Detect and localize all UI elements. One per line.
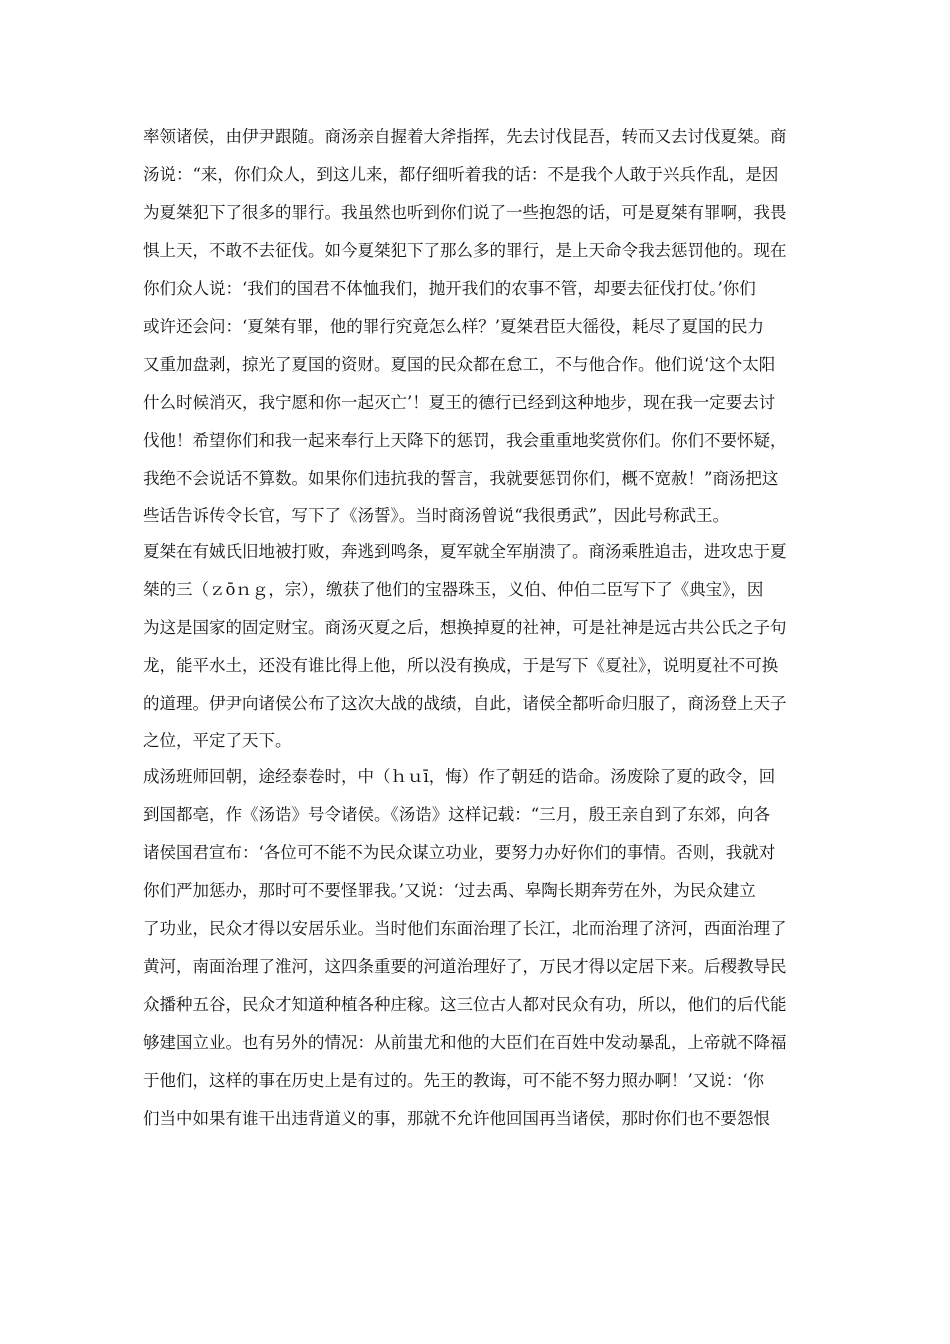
text-line: 黄河，南面治理了淮河，这四条重要的河道治理好了，万民才得以定居下来。后稷教导民 — [143, 957, 787, 976]
text-line: 们当中如果有谁干出违背道义的事，那就不允许他回国再当诸侯，那时你们也不要怨恨 — [143, 1109, 770, 1128]
text-line: 桀的三（ｚōｎｇ，宗），缴获了他们的宝器珠玉，义伯、仲伯二臣写下了《典宝》，因 — [143, 580, 764, 599]
text-line: 为夏桀犯下了很多的罪行。我虽然也听到你们说了一些抱怨的话，可是夏桀有罪啊，我畏 — [143, 203, 787, 222]
text-line: 伐他！希望你们和我一起来奉行上天降下的惩罚，我会重重地奖赏你们。你们不要怀疑， — [143, 431, 787, 450]
text-line: 什么时候消灭，我宁愿和你一起灭亡’！夏王的德行已经到这种地步，现在我一定要去讨 — [143, 393, 776, 412]
text-line: 些话告诉传令长官，写下了《汤誓》。当时商汤曾说“我很勇武”，因此号称武王。 — [143, 506, 730, 525]
text-line: 你们众人说：‘我们的国君不体恤我们，抛开我们的农事不管，却要去征伐打仗。’你们 — [143, 279, 756, 298]
paragraph-2 — [143, 533, 808, 758]
text-line: 众播种五谷，民众才知道种植各种庄稼。这三位古人都对民众有功，所以，他们的后代能 — [143, 995, 787, 1014]
text-line: 了功业，民众才得以安居乐业。当时他们东面治理了长江，北而治理了济河，西面治理了 — [143, 919, 787, 938]
text-line: 于他们，这样的事在历史上是有过的。先王的教诲，可不能不努力照办啊！’又说：‘你 — [143, 1071, 764, 1090]
text-line: 为这是国家的固定财宝。商汤灭夏之后，想换掉夏的社神，可是社神是远古共公氏之子句 — [143, 618, 787, 637]
text-line: 你们严加惩办，那时可不要怪罪我。’又说：‘过去禹、皋陶长期奔劳在外，为民众建立 — [143, 881, 756, 900]
text-line: 到国都亳，作《汤诰》号令诸侯。《汤诰》这样记载：“三月，殷王亲自到了东郊，向各 — [143, 805, 771, 824]
text-line: 够建国立业。也有另外的情况：从前蚩尤和他的大臣们在百姓中发动暴乱，上帝就不降福 — [143, 1033, 787, 1052]
text-line: 惧上天，不敢不去征伐。如今夏桀犯下了那么多的罪行，是上天命令我去惩罚他的。现在 — [143, 241, 787, 260]
text-line: 我绝不会说话不算数。如果你们违抗我的誓言，我就要惩罚你们，概不宽赦！”商汤把这 — [143, 469, 779, 488]
paragraph-1 — [143, 118, 808, 533]
text-line: 或许还会问：‘夏桀有罪，他的罪行究竟怎么样？’夏桀君臣大徭役，耗尽了夏国的民力 — [143, 317, 764, 336]
text-line: 成汤班师回朝，途经泰卷时，中（ｈｕī，悔）作了朝廷的诰命。汤废除了夏的政令，回 — [143, 767, 776, 786]
paragraph-3 — [143, 758, 808, 1138]
text-line: 龙，能平水土，还没有谁比得上他，所以没有换成，于是写下《夏社》，说明夏社不可换 — [143, 656, 779, 675]
text-line: 汤说：“来，你们众人，到这儿来，都仔细听着我的话：不是我个人敢于兴兵作乱，是因 — [143, 165, 779, 184]
text-line: 率领诸侯，由伊尹跟随。商汤亲自握着大斧指挥，先去讨伐昆吾，转而又去讨伐夏桀。商 — [143, 127, 787, 146]
document-body — [143, 118, 808, 1138]
text-line: 夏桀在有娀氏旧地被打败，奔逃到鸣条，夏军就全军崩溃了。商汤乘胜追击，进攻忠于夏 — [143, 542, 787, 561]
text-line: 之位，平定了天下。 — [143, 731, 292, 750]
text-line: 的道理。伊尹向诸侯公布了这次大战的战绩，自此，诸侯全都听命归服了，商汤登上天子 — [143, 694, 787, 713]
text-line: 诸侯国君宣布：‘各位可不能不为民众谋立功业，要努力办好你们的事情。否则，我就对 — [143, 843, 776, 862]
text-line: 又重加盘剥，掠光了夏国的资财。夏国的民众都在怠工，不与他合作。他们说‘这个太阳 — [143, 355, 776, 374]
